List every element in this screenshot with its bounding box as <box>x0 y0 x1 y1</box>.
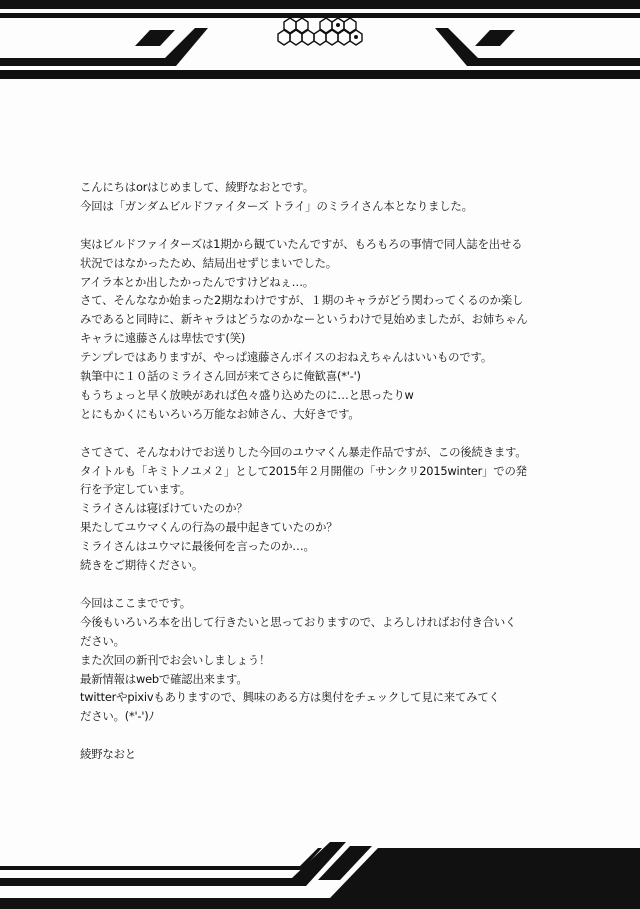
bottom-base-bar <box>0 898 640 909</box>
build-fighters-paragraph <box>80 235 580 424</box>
text-line: とにもかくにもいろいろ万能なお姉さん、大好きです。 <box>80 406 360 421</box>
hexagon-node-icon <box>354 35 358 39</box>
text-line: 今回は「ガンダムビルドファイターズ トライ」のミライさん本となりました。 <box>80 198 473 213</box>
text-line: テンプレではありますが、やっぱ遠藤さんボイスのおねえちゃんはいいものです。 <box>80 350 493 365</box>
top-border-frame <box>0 0 640 80</box>
text-line: キャラに遠藤さんは卑怯です(笑) <box>80 331 246 346</box>
text-line: ださい。 <box>80 633 125 648</box>
hexagon-ornament-icon <box>278 18 362 45</box>
text-line: 執筆中に１０話のミライさん回が来てさらに俺歓喜(*'-') <box>80 369 361 384</box>
text-line: twitterやpixivもありますので、興味のある方は奥付をチェックして見に来てみてく <box>80 690 500 705</box>
sequel-paragraph <box>80 443 580 575</box>
top-right-accent-stripe <box>475 30 515 46</box>
text-line: さてさて、そんなわけでお送りした今回のユウマくん暴走作品ですが、この後続きます。 <box>80 444 527 459</box>
hexagon-node-icon <box>336 23 340 27</box>
top-right-thick-band <box>435 28 640 66</box>
author-signature: 綾野なおと <box>80 747 136 762</box>
text-line: ミライさんは寝ぼけていたのか？ <box>80 501 248 516</box>
top-mid-bar <box>0 13 640 18</box>
text-line: もうちょっと早く放映があれば色々盛り込めたのに…と思ったりw <box>80 387 414 402</box>
top-left-accent-stripe <box>135 30 175 46</box>
bottom-border-frame <box>0 840 640 909</box>
text-line: 果たしてユウマくんの行為の最中起きていたのか？ <box>80 520 338 535</box>
text-line: こんにちはorはじめまして、綾野なおとです。 <box>80 180 314 194</box>
text-line: 状況ではなかったため、結局出せずじまいでした。 <box>80 255 337 270</box>
top-left-thick-band <box>0 28 208 66</box>
text-line: 続きをご期待ください。 <box>80 558 204 573</box>
text-line: 最新情報はwebで確認出来ます。 <box>80 671 248 686</box>
text-line: 実はビルドファイターズは1期から観ていたんですが、もろもろの事情で同人誌を出せる <box>80 236 523 251</box>
text-line: みであると同時に、新キャラはどうなのかなーというわけで見始めましたが、お姉ちゃん <box>80 312 528 327</box>
top-thin-bar <box>0 0 640 9</box>
top-bottom-rule <box>0 70 640 79</box>
closing-paragraph <box>80 594 580 726</box>
text-line: 今後もいろいろ本を出して行きたいと思っておりますので、よろしければお付き合いく <box>80 614 517 629</box>
text-line: 今回はここまでです。 <box>80 595 191 610</box>
text-line: アイラ本とか出したかったんですけどねぇ…。 <box>80 274 314 289</box>
text-line: タイトルも「キミトノユメ２」として2015年２月開催の「サンクリ2015winter」での発 <box>80 463 527 478</box>
top-thin-bar-gap <box>0 9 640 13</box>
text-line: 行を予定しています。 <box>80 482 191 497</box>
text-line: ミライさんはユウマに最後何を言ったのか…。 <box>80 539 315 554</box>
text-line: また次回の新刊でお会いしましょう！ <box>80 652 271 667</box>
text-line: ださい。(*'-')ﾉ <box>80 709 155 724</box>
bottom-right-block <box>330 848 640 898</box>
text-line: さて、そんななか始まった2期なわけですが、１期のキャラがどう関わってくるのか楽し <box>80 293 524 308</box>
bottom-mid-band <box>0 842 346 886</box>
bottom-base-gap <box>0 893 330 896</box>
bottom-left-angled-bar <box>0 848 322 870</box>
afterword-text <box>80 178 580 764</box>
greeting-paragraph <box>80 178 580 216</box>
